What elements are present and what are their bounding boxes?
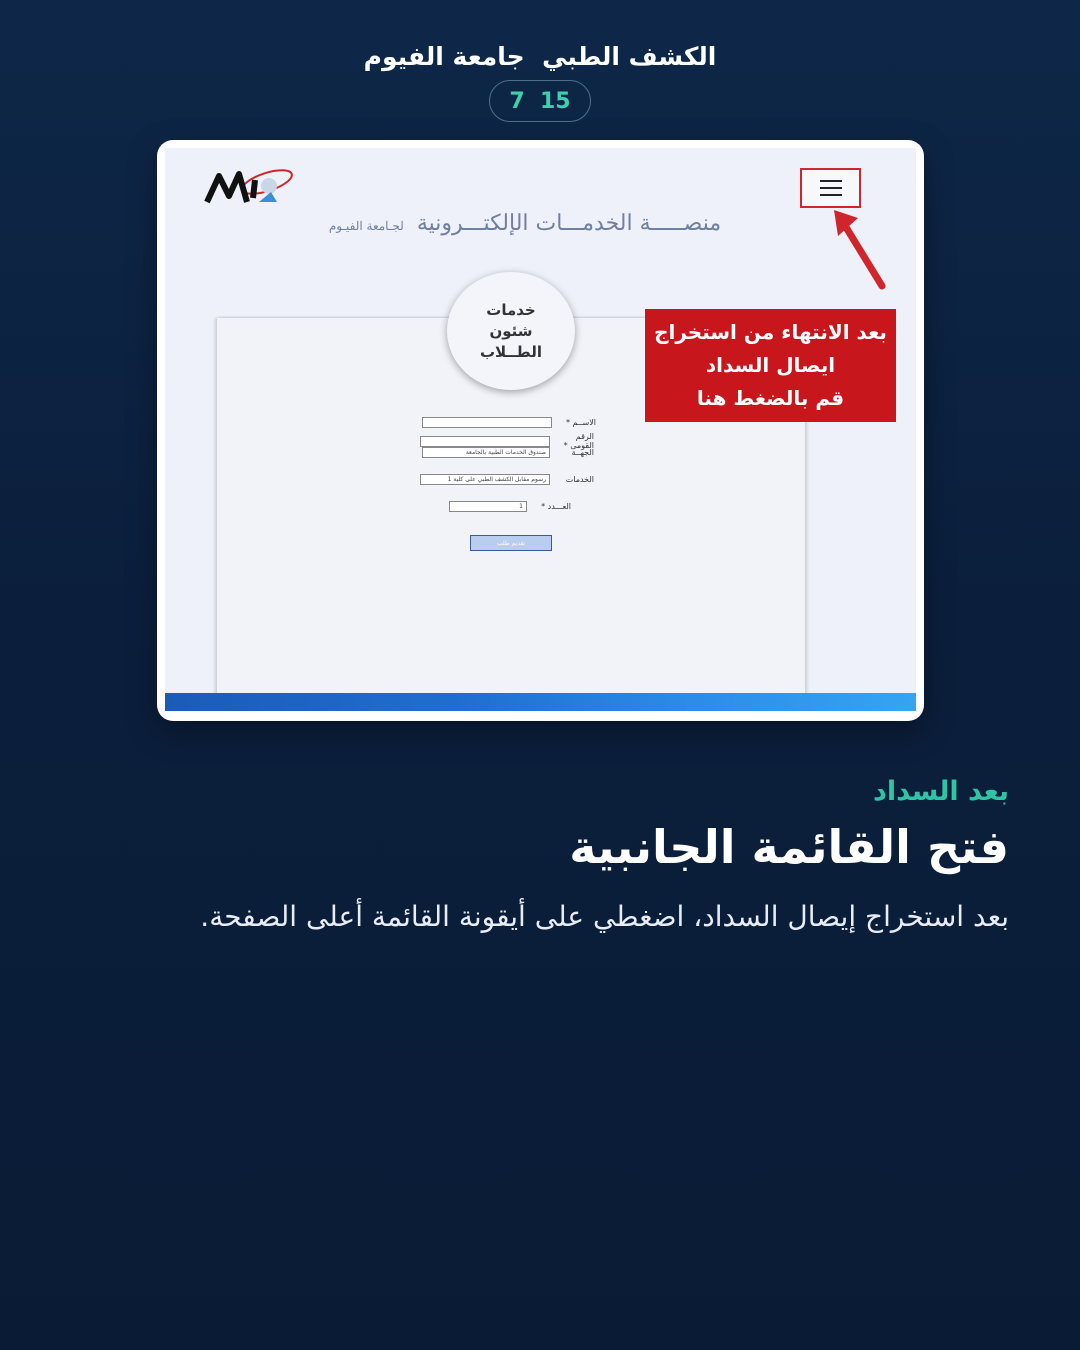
entity-label: الجهــة [571, 448, 594, 457]
count-label: العـــدد * [541, 502, 571, 511]
national-id-input[interactable] [420, 436, 550, 447]
page-header-title: الكشف الطبي ￼ جامعة الفيوم [363, 42, 717, 71]
student-services-badge: خدمات شئون الطــلاب [447, 272, 575, 390]
instruction-note [645, 309, 896, 422]
services-select[interactable]: رسوم مقابل الكشف الطبي على كلية 1 [420, 474, 550, 485]
national-id-label: الرقم القومى * [563, 432, 594, 450]
form-row-services [420, 474, 594, 485]
count-input[interactable]: 1 [449, 501, 527, 512]
name-label: الاســم * [565, 418, 596, 427]
entity-select[interactable]: صندوق الخدمات الطبية بالجامعة [422, 447, 550, 458]
screenshot-card [157, 140, 924, 721]
form-row-name [422, 417, 596, 428]
step-kicker: بعد السداد [873, 776, 1009, 807]
platform-title [285, 211, 765, 236]
services-label: الخدمات [565, 475, 594, 484]
red-arrow-icon [830, 210, 890, 290]
platform-title-main: منصـــــة الخدمـــات الإلكتـــرونية [416, 211, 722, 236]
note-line-2: ايصال السداد [705, 353, 836, 377]
note-line-1: بعد الانتهاء من استخراج [654, 320, 887, 344]
step-title: فتح القائمة الجانبية [569, 820, 1009, 874]
step-counter-badge: 7 ￼ 15 [489, 80, 591, 122]
university-logo-icon [197, 162, 297, 218]
embedded-screenshot [165, 148, 916, 711]
menu-hamburger-button[interactable] [800, 168, 861, 208]
step-description: بعد استخراج إيصال السداد، اضغطي على أيقونة القائمة أعلى الصفحة. [200, 900, 1009, 933]
name-input[interactable] [422, 417, 552, 428]
submit-request-button[interactable]: تقديم طلب [470, 535, 552, 551]
form-row-entity [422, 447, 594, 458]
form-row-count [449, 501, 571, 512]
footer-band [165, 693, 916, 711]
platform-title-sub: لجـامعة الفيـوم [328, 219, 404, 233]
note-line-3: قم بالضغط هنا [696, 386, 845, 410]
hamburger-icon [820, 180, 842, 196]
